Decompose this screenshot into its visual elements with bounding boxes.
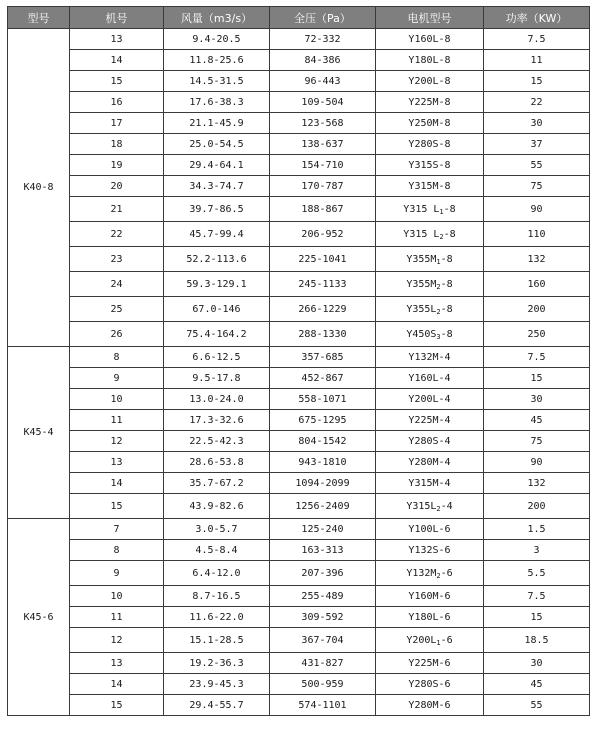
- motor-text: Y132M: [406, 567, 437, 579]
- power-cell: 15: [484, 368, 590, 389]
- machine-no-cell: 15: [70, 71, 164, 92]
- spec-table-container: [7, 6, 590, 716]
- pressure-cell: 558-1071: [270, 389, 376, 410]
- machine-no-cell: 14: [70, 674, 164, 695]
- airflow-cell: 35.7-67.2: [164, 473, 270, 494]
- machine-no-cell: 8: [70, 540, 164, 561]
- table-row: [8, 695, 590, 716]
- airflow-cell: 3.0-5.7: [164, 519, 270, 540]
- motor-model-cell: [376, 695, 484, 716]
- pressure-cell: 170-787: [270, 176, 376, 197]
- header-power: 功率（KW）: [484, 7, 590, 29]
- motor-text: -4: [440, 500, 453, 512]
- power-cell: 132: [484, 247, 590, 272]
- machine-no-cell: 8: [70, 347, 164, 368]
- motor-text: Y180L-6: [408, 611, 451, 623]
- airflow-cell: 17.3-32.6: [164, 410, 270, 431]
- motor-text: Y200L-8: [408, 75, 451, 87]
- machine-no-cell: 24: [70, 272, 164, 297]
- motor-text: -8: [440, 303, 453, 315]
- motor-model-cell: [376, 431, 484, 452]
- airflow-cell: 29.4-64.1: [164, 155, 270, 176]
- header-model: 型号: [8, 7, 70, 29]
- motor-subscript: 2: [436, 307, 441, 316]
- table-row: [8, 628, 590, 653]
- machine-no-cell: 19: [70, 155, 164, 176]
- motor-text: Y315M-4: [408, 477, 451, 489]
- pressure-cell: 452-867: [270, 368, 376, 389]
- machine-no-cell: 26: [70, 322, 164, 347]
- pressure-cell: 123-568: [270, 113, 376, 134]
- pressure-cell: 163-313: [270, 540, 376, 561]
- airflow-cell: 67.0-146: [164, 297, 270, 322]
- machine-no-cell: 9: [70, 368, 164, 389]
- motor-text: Y250M-8: [408, 117, 451, 129]
- motor-model-cell: [376, 155, 484, 176]
- motor-text: -8: [443, 228, 456, 240]
- motor-model-cell: [376, 222, 484, 247]
- power-cell: 30: [484, 113, 590, 134]
- table-row: [8, 431, 590, 452]
- pressure-cell: 500-959: [270, 674, 376, 695]
- power-cell: 7.5: [484, 586, 590, 607]
- power-cell: 200: [484, 494, 590, 519]
- motor-text: Y160L-8: [408, 33, 451, 45]
- motor-text: Y225M-8: [408, 96, 451, 108]
- table-row: [8, 134, 590, 155]
- table-row: [8, 607, 590, 628]
- motor-text: Y100L-6: [408, 523, 451, 535]
- power-cell: 75: [484, 431, 590, 452]
- power-cell: 250: [484, 322, 590, 347]
- motor-subscript: 2: [436, 504, 441, 513]
- motor-text: Y280M-6: [408, 699, 451, 711]
- motor-model-cell: [376, 473, 484, 494]
- airflow-cell: 6.4-12.0: [164, 561, 270, 586]
- table-row: [8, 389, 590, 410]
- power-cell: 75: [484, 176, 590, 197]
- pressure-cell: 245-1133: [270, 272, 376, 297]
- airflow-cell: 52.2-113.6: [164, 247, 270, 272]
- pressure-cell: 84-386: [270, 50, 376, 71]
- fan-spec-table: [7, 6, 590, 716]
- airflow-cell: 9.5-17.8: [164, 368, 270, 389]
- motor-subscript: 2: [439, 232, 444, 241]
- airflow-cell: 15.1-28.5: [164, 628, 270, 653]
- table-row: [8, 452, 590, 473]
- power-cell: 18.5: [484, 628, 590, 653]
- machine-no-cell: 17: [70, 113, 164, 134]
- motor-text: -8: [443, 203, 456, 215]
- pressure-cell: 431-827: [270, 653, 376, 674]
- motor-text: Y315L: [406, 500, 437, 512]
- machine-no-cell: 14: [70, 50, 164, 71]
- motor-subscript: 1: [436, 257, 441, 266]
- machine-no-cell: 15: [70, 695, 164, 716]
- motor-model-cell: [376, 653, 484, 674]
- power-cell: 132: [484, 473, 590, 494]
- machine-no-cell: 7: [70, 519, 164, 540]
- table-row: [8, 519, 590, 540]
- motor-text: Y200L: [406, 634, 437, 646]
- motor-model-cell: [376, 71, 484, 92]
- pressure-cell: 138-637: [270, 134, 376, 155]
- airflow-cell: 13.0-24.0: [164, 389, 270, 410]
- header-total-pressure: 全压（Pa）: [270, 7, 376, 29]
- motor-model-cell: [376, 540, 484, 561]
- table-row: [8, 222, 590, 247]
- power-cell: 45: [484, 410, 590, 431]
- pressure-cell: 266-1229: [270, 297, 376, 322]
- pressure-cell: 943-1810: [270, 452, 376, 473]
- pressure-cell: 96-443: [270, 71, 376, 92]
- motor-model-cell: [376, 92, 484, 113]
- machine-no-cell: 12: [70, 431, 164, 452]
- power-cell: 3: [484, 540, 590, 561]
- power-cell: 30: [484, 389, 590, 410]
- motor-text: Y355M: [406, 253, 437, 265]
- motor-model-cell: [376, 29, 484, 50]
- airflow-cell: 11.8-25.6: [164, 50, 270, 71]
- airflow-cell: 29.4-55.7: [164, 695, 270, 716]
- machine-no-cell: 11: [70, 607, 164, 628]
- pressure-cell: 1256-2409: [270, 494, 376, 519]
- airflow-cell: 8.7-16.5: [164, 586, 270, 607]
- motor-model-cell: [376, 628, 484, 653]
- motor-text: Y450S: [406, 328, 437, 340]
- motor-text: Y355M: [406, 278, 437, 290]
- table-row: [8, 272, 590, 297]
- table-row: [8, 473, 590, 494]
- table-row: [8, 674, 590, 695]
- motor-model-cell: [376, 519, 484, 540]
- table-row: [8, 653, 590, 674]
- table-row: [8, 155, 590, 176]
- motor-text: Y225M-6: [408, 657, 451, 669]
- motor-model-cell: [376, 176, 484, 197]
- motor-model-cell: [376, 134, 484, 155]
- airflow-cell: 23.9-45.3: [164, 674, 270, 695]
- pressure-cell: 804-1542: [270, 431, 376, 452]
- table-row: [8, 561, 590, 586]
- motor-text: Y200L-4: [408, 393, 451, 405]
- table-row: [8, 297, 590, 322]
- motor-model-cell: [376, 197, 484, 222]
- motor-text: Y315 L: [403, 228, 440, 240]
- table-row: [8, 29, 590, 50]
- motor-text: Y132M-4: [408, 351, 451, 363]
- airflow-cell: 9.4-20.5: [164, 29, 270, 50]
- motor-subscript: 1: [436, 638, 441, 647]
- power-cell: 11: [484, 50, 590, 71]
- power-cell: 7.5: [484, 347, 590, 368]
- table-row: [8, 71, 590, 92]
- motor-text: Y280S-6: [408, 678, 451, 690]
- motor-text: Y280M-4: [408, 456, 451, 468]
- table-row: [8, 197, 590, 222]
- power-cell: 37: [484, 134, 590, 155]
- header-row: [8, 7, 590, 29]
- airflow-cell: 45.7-99.4: [164, 222, 270, 247]
- motor-model-cell: [376, 410, 484, 431]
- machine-no-cell: 15: [70, 494, 164, 519]
- machine-no-cell: 16: [70, 92, 164, 113]
- power-cell: 55: [484, 695, 590, 716]
- pressure-cell: 255-489: [270, 586, 376, 607]
- power-cell: 1.5: [484, 519, 590, 540]
- machine-no-cell: 18: [70, 134, 164, 155]
- table-body: [8, 29, 590, 716]
- motor-text: -8: [440, 328, 453, 340]
- airflow-cell: 28.6-53.8: [164, 452, 270, 473]
- table-row: [8, 247, 590, 272]
- pressure-cell: 206-952: [270, 222, 376, 247]
- power-cell: 22: [484, 92, 590, 113]
- power-cell: 5.5: [484, 561, 590, 586]
- airflow-cell: 39.7-86.5: [164, 197, 270, 222]
- airflow-cell: 6.6-12.5: [164, 347, 270, 368]
- motor-model-cell: [376, 368, 484, 389]
- table-row: [8, 494, 590, 519]
- table-row: [8, 92, 590, 113]
- motor-text: Y280S-8: [408, 138, 451, 150]
- pressure-cell: 288-1330: [270, 322, 376, 347]
- machine-no-cell: 23: [70, 247, 164, 272]
- airflow-cell: 25.0-54.5: [164, 134, 270, 155]
- pressure-cell: 574-1101: [270, 695, 376, 716]
- airflow-cell: 19.2-36.3: [164, 653, 270, 674]
- motor-model-cell: [376, 50, 484, 71]
- motor-model-cell: [376, 452, 484, 473]
- pressure-cell: 125-240: [270, 519, 376, 540]
- airflow-cell: 14.5-31.5: [164, 71, 270, 92]
- motor-model-cell: [376, 113, 484, 134]
- machine-no-cell: 13: [70, 29, 164, 50]
- motor-text: -8: [440, 278, 453, 290]
- machine-no-cell: 13: [70, 452, 164, 473]
- motor-subscript: 2: [436, 571, 441, 580]
- motor-subscript: 3: [436, 332, 441, 341]
- motor-subscript: 2: [436, 282, 441, 291]
- motor-text: -6: [440, 567, 453, 579]
- table-row: [8, 540, 590, 561]
- power-cell: 45: [484, 674, 590, 695]
- motor-text: Y132S-6: [408, 544, 451, 556]
- motor-model-cell: [376, 674, 484, 695]
- airflow-cell: 11.6-22.0: [164, 607, 270, 628]
- table-row: [8, 347, 590, 368]
- pressure-cell: 72-332: [270, 29, 376, 50]
- motor-text: -8: [440, 253, 453, 265]
- airflow-cell: 43.9-82.6: [164, 494, 270, 519]
- motor-model-cell: [376, 247, 484, 272]
- motor-text: Y160M-6: [408, 590, 451, 602]
- airflow-cell: 34.3-74.7: [164, 176, 270, 197]
- power-cell: 200: [484, 297, 590, 322]
- power-cell: 15: [484, 71, 590, 92]
- model-cell: K40-8: [8, 29, 70, 347]
- table-row: [8, 322, 590, 347]
- pressure-cell: 154-710: [270, 155, 376, 176]
- motor-model-cell: [376, 607, 484, 628]
- table-row: [8, 410, 590, 431]
- motor-model-cell: [376, 561, 484, 586]
- pressure-cell: 675-1295: [270, 410, 376, 431]
- power-cell: 90: [484, 452, 590, 473]
- machine-no-cell: 14: [70, 473, 164, 494]
- pressure-cell: 109-504: [270, 92, 376, 113]
- model-cell: K45-4: [8, 347, 70, 519]
- pressure-cell: 207-396: [270, 561, 376, 586]
- power-cell: 15: [484, 607, 590, 628]
- motor-subscript: 1: [439, 207, 444, 216]
- motor-text: Y315M-8: [408, 180, 451, 192]
- motor-model-cell: [376, 297, 484, 322]
- model-cell: K45-6: [8, 519, 70, 716]
- header-machine-no: 机号: [70, 7, 164, 29]
- power-cell: 7.5: [484, 29, 590, 50]
- table-row: [8, 113, 590, 134]
- power-cell: 90: [484, 197, 590, 222]
- table-row: [8, 586, 590, 607]
- machine-no-cell: 10: [70, 389, 164, 410]
- motor-model-cell: [376, 347, 484, 368]
- table-row: [8, 176, 590, 197]
- airflow-cell: 17.6-38.3: [164, 92, 270, 113]
- header-airflow: 风量（m3/s）: [164, 7, 270, 29]
- table-row: [8, 368, 590, 389]
- motor-model-cell: [376, 322, 484, 347]
- motor-text: -6: [440, 634, 453, 646]
- airflow-cell: 4.5-8.4: [164, 540, 270, 561]
- pressure-cell: 357-685: [270, 347, 376, 368]
- pressure-cell: 188-867: [270, 197, 376, 222]
- machine-no-cell: 12: [70, 628, 164, 653]
- machine-no-cell: 21: [70, 197, 164, 222]
- table-header: [8, 7, 590, 29]
- airflow-cell: 21.1-45.9: [164, 113, 270, 134]
- motor-model-cell: [376, 586, 484, 607]
- motor-text: Y280S-4: [408, 435, 451, 447]
- header-motor-model: 电机型号: [376, 7, 484, 29]
- motor-text: Y315S-8: [408, 159, 451, 171]
- power-cell: 110: [484, 222, 590, 247]
- power-cell: 55: [484, 155, 590, 176]
- motor-model-cell: [376, 389, 484, 410]
- motor-text: Y225M-4: [408, 414, 451, 426]
- airflow-cell: 22.5-42.3: [164, 431, 270, 452]
- motor-text: Y180L-8: [408, 54, 451, 66]
- motor-model-cell: [376, 272, 484, 297]
- table-row: [8, 50, 590, 71]
- machine-no-cell: 20: [70, 176, 164, 197]
- motor-text: Y160L-4: [408, 372, 451, 384]
- machine-no-cell: 11: [70, 410, 164, 431]
- airflow-cell: 75.4-164.2: [164, 322, 270, 347]
- machine-no-cell: 25: [70, 297, 164, 322]
- airflow-cell: 59.3-129.1: [164, 272, 270, 297]
- power-cell: 30: [484, 653, 590, 674]
- machine-no-cell: 10: [70, 586, 164, 607]
- power-cell: 160: [484, 272, 590, 297]
- machine-no-cell: 9: [70, 561, 164, 586]
- motor-text: Y355L: [406, 303, 437, 315]
- motor-model-cell: [376, 494, 484, 519]
- machine-no-cell: 13: [70, 653, 164, 674]
- motor-text: Y315 L: [403, 203, 440, 215]
- pressure-cell: 225-1041: [270, 247, 376, 272]
- pressure-cell: 309-592: [270, 607, 376, 628]
- pressure-cell: 1094-2099: [270, 473, 376, 494]
- machine-no-cell: 22: [70, 222, 164, 247]
- pressure-cell: 367-704: [270, 628, 376, 653]
